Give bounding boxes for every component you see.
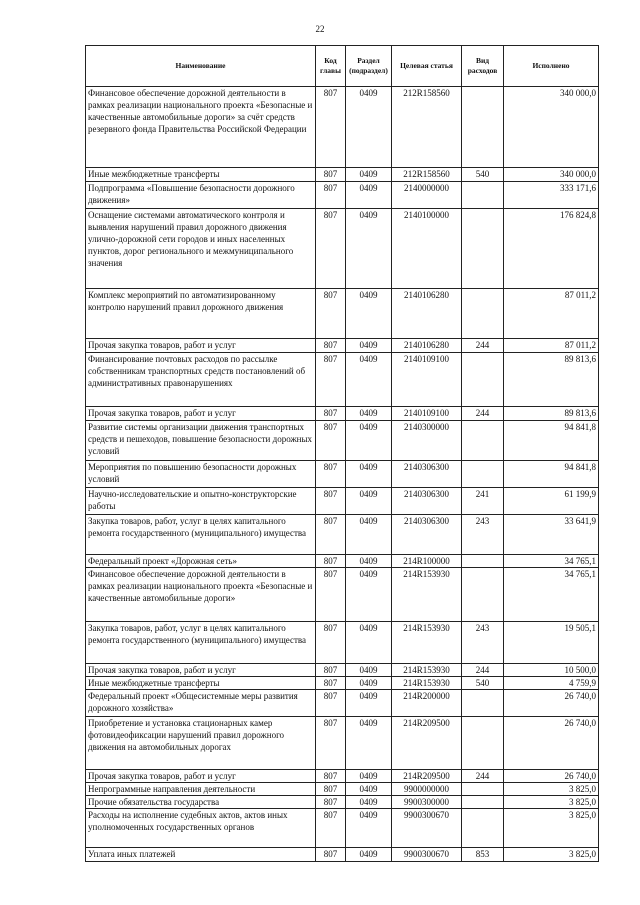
cell-expense xyxy=(462,809,504,848)
table-row xyxy=(86,182,599,209)
cell-article: 214R200000 xyxy=(392,690,462,717)
cell-section: 0409 xyxy=(346,488,392,515)
cell-amount: 333 171,6 xyxy=(504,182,599,209)
cell-name: Прочая закупка товаров, работ и услуг xyxy=(86,770,316,783)
cell-amount: 340 000,0 xyxy=(504,87,599,168)
cell-name: Научно-исследовательские и опытно-конструкторские работы xyxy=(86,488,316,515)
cell-chapter: 807 xyxy=(316,568,346,622)
cell-amount: 89 813,6 xyxy=(504,407,599,421)
table-row xyxy=(86,568,599,622)
page-number: 22 xyxy=(315,24,325,34)
cell-article: 2140306300 xyxy=(392,488,462,515)
cell-section: 0409 xyxy=(346,677,392,690)
cell-expense xyxy=(462,717,504,770)
cell-amount: 26 740,0 xyxy=(504,770,599,783)
cell-section: 0409 xyxy=(346,568,392,622)
cell-section: 0409 xyxy=(346,690,392,717)
cell-chapter: 807 xyxy=(316,289,346,339)
cell-article: 214R153930 xyxy=(392,664,462,677)
cell-amount: 89 813,6 xyxy=(504,353,599,407)
cell-article: 2140306300 xyxy=(392,515,462,555)
cell-amount: 340 000,0 xyxy=(504,168,599,182)
cell-amount: 61 199,9 xyxy=(504,488,599,515)
cell-section: 0409 xyxy=(346,461,392,488)
table-row xyxy=(86,622,599,664)
cell-chapter: 807 xyxy=(316,87,346,168)
table-row xyxy=(86,353,599,407)
cell-section: 0409 xyxy=(346,796,392,809)
table-row xyxy=(86,677,599,690)
cell-expense: 244 xyxy=(462,339,504,353)
table-row xyxy=(86,783,599,796)
cell-name: Уплата иных платежей xyxy=(86,848,316,862)
cell-name: Закупка товаров, работ, услуг в целях капитального ремонта государственного (муниципального) имущества xyxy=(86,622,316,664)
cell-article: 2140300000 xyxy=(392,421,462,461)
cell-expense xyxy=(462,182,504,209)
header-expense: Вид расходов xyxy=(462,46,504,87)
table-row xyxy=(86,168,599,182)
cell-amount: 94 841,8 xyxy=(504,421,599,461)
cell-expense: 853 xyxy=(462,848,504,862)
cell-name: Закупка товаров, работ, услуг в целях капитального ремонта государственного (муниципального) имущества xyxy=(86,515,316,555)
cell-amount: 33 641,9 xyxy=(504,515,599,555)
cell-expense xyxy=(462,783,504,796)
cell-section: 0409 xyxy=(346,515,392,555)
table-row xyxy=(86,770,599,783)
cell-expense: 244 xyxy=(462,664,504,677)
table-row xyxy=(86,339,599,353)
cell-article: 9900300670 xyxy=(392,848,462,862)
cell-section: 0409 xyxy=(346,339,392,353)
cell-amount: 34 765,1 xyxy=(504,555,599,568)
cell-section: 0409 xyxy=(346,289,392,339)
cell-expense xyxy=(462,421,504,461)
cell-article: 2140109100 xyxy=(392,407,462,421)
cell-expense: 243 xyxy=(462,515,504,555)
cell-article: 214R153930 xyxy=(392,568,462,622)
cell-section: 0409 xyxy=(346,182,392,209)
cell-article: 2140109100 xyxy=(392,353,462,407)
table-row xyxy=(86,555,599,568)
budget-table xyxy=(85,45,599,862)
cell-chapter: 807 xyxy=(316,783,346,796)
cell-amount: 3 825,0 xyxy=(504,796,599,809)
cell-expense: 540 xyxy=(462,168,504,182)
cell-article: 9900300670 xyxy=(392,809,462,848)
cell-name: Федеральный проект «Дорожная сеть» xyxy=(86,555,316,568)
cell-chapter: 807 xyxy=(316,690,346,717)
cell-name: Прочая закупка товаров, работ и услуг xyxy=(86,339,316,353)
table-row xyxy=(86,461,599,488)
cell-expense: 540 xyxy=(462,677,504,690)
header-section: Раздел (подраздел) xyxy=(346,46,392,87)
cell-expense xyxy=(462,568,504,622)
cell-article: 214R209500 xyxy=(392,717,462,770)
cell-chapter: 807 xyxy=(316,796,346,809)
cell-article: 214R100000 xyxy=(392,555,462,568)
cell-expense: 243 xyxy=(462,622,504,664)
cell-chapter: 807 xyxy=(316,555,346,568)
table-row xyxy=(86,809,599,848)
cell-amount: 94 841,8 xyxy=(504,461,599,488)
cell-chapter: 807 xyxy=(316,677,346,690)
cell-name: Федеральный проект «Общесистемные меры развития дорожного хозяйства» xyxy=(86,690,316,717)
cell-expense xyxy=(462,353,504,407)
cell-chapter: 807 xyxy=(316,407,346,421)
cell-expense: 241 xyxy=(462,488,504,515)
cell-section: 0409 xyxy=(346,168,392,182)
cell-amount: 26 740,0 xyxy=(504,717,599,770)
cell-expense xyxy=(462,87,504,168)
cell-amount: 10 500,0 xyxy=(504,664,599,677)
cell-chapter: 807 xyxy=(316,848,346,862)
cell-expense xyxy=(462,209,504,289)
cell-chapter: 807 xyxy=(316,622,346,664)
cell-name: Финансовое обеспечение дорожной деятельности в рамках реализации национального проекта «Безопасные и качественные автомобильные дороги» за счёт средств резервного фонда Правительства Российской Федерации xyxy=(86,87,316,168)
cell-chapter: 807 xyxy=(316,461,346,488)
cell-expense xyxy=(462,461,504,488)
cell-chapter: 807 xyxy=(316,664,346,677)
cell-article: 212R158560 xyxy=(392,87,462,168)
cell-name: Иные межбюджетные трансферты xyxy=(86,168,316,182)
cell-name: Прочие обязательства государства xyxy=(86,796,316,809)
cell-amount: 176 824,8 xyxy=(504,209,599,289)
cell-chapter: 807 xyxy=(316,353,346,407)
cell-amount: 3 825,0 xyxy=(504,848,599,862)
cell-article: 9900300000 xyxy=(392,796,462,809)
cell-name: Развитие системы организации движения транспортных средств и пешеходов, повышение безопасности дорожных условий xyxy=(86,421,316,461)
cell-section: 0409 xyxy=(346,407,392,421)
cell-name: Комплекс мероприятий по автоматизированному контролю нарушений правил дорожного движения xyxy=(86,289,316,339)
cell-article: 212R158560 xyxy=(392,168,462,182)
cell-name: Приобретение и установка стационарных камер фотовидеофиксации нарушений правил дорожного движения на автомобильных дорогах xyxy=(86,717,316,770)
cell-name: Подпрограмма «Повышение безопасности дорожного движения» xyxy=(86,182,316,209)
cell-amount: 87 011,2 xyxy=(504,289,599,339)
cell-section: 0409 xyxy=(346,809,392,848)
header-name: Наименование xyxy=(86,46,316,87)
cell-article: 214R153930 xyxy=(392,677,462,690)
cell-section: 0409 xyxy=(346,717,392,770)
cell-section: 0409 xyxy=(346,87,392,168)
cell-expense: 244 xyxy=(462,407,504,421)
cell-name: Прочая закупка товаров, работ и услуг xyxy=(86,664,316,677)
cell-name: Расходы на исполнение судебных актов, актов иных уполномоченных государственных органов xyxy=(86,809,316,848)
cell-section: 0409 xyxy=(346,783,392,796)
cell-name: Финансовое обеспечение дорожной деятельности в рамках реализации национального проекта «Безопасные и качественные автомобильные дороги» xyxy=(86,568,316,622)
cell-chapter: 807 xyxy=(316,488,346,515)
cell-amount: 26 740,0 xyxy=(504,690,599,717)
cell-section: 0409 xyxy=(346,555,392,568)
cell-amount: 3 825,0 xyxy=(504,783,599,796)
cell-amount: 87 011,2 xyxy=(504,339,599,353)
table-row xyxy=(86,515,599,555)
cell-chapter: 807 xyxy=(316,168,346,182)
cell-name: Иные межбюджетные трансферты xyxy=(86,677,316,690)
cell-chapter: 807 xyxy=(316,809,346,848)
table-row xyxy=(86,488,599,515)
cell-chapter: 807 xyxy=(316,515,346,555)
table-row xyxy=(86,209,599,289)
cell-chapter: 807 xyxy=(316,209,346,289)
cell-section: 0409 xyxy=(346,353,392,407)
cell-article: 2140000000 xyxy=(392,182,462,209)
cell-section: 0409 xyxy=(346,209,392,289)
cell-chapter: 807 xyxy=(316,770,346,783)
cell-article: 2140100000 xyxy=(392,209,462,289)
cell-section: 0409 xyxy=(346,622,392,664)
header-chapter: Код главы xyxy=(316,46,346,87)
table-row xyxy=(86,87,599,168)
table-row xyxy=(86,421,599,461)
cell-section: 0409 xyxy=(346,421,392,461)
cell-expense xyxy=(462,690,504,717)
cell-chapter: 807 xyxy=(316,421,346,461)
cell-section: 0409 xyxy=(346,848,392,862)
table-row xyxy=(86,796,599,809)
table-header-row xyxy=(86,46,599,87)
table-row xyxy=(86,690,599,717)
cell-chapter: 807 xyxy=(316,182,346,209)
cell-amount: 3 825,0 xyxy=(504,809,599,848)
cell-article: 214R209500 xyxy=(392,770,462,783)
cell-name: Финансирование почтовых расходов по рассылке собственникам транспортных средств постановлений об административных правонарушениях xyxy=(86,353,316,407)
cell-name: Прочая закупка товаров, работ и услуг xyxy=(86,407,316,421)
cell-article: 9900000000 xyxy=(392,783,462,796)
table-row xyxy=(86,717,599,770)
cell-chapter: 807 xyxy=(316,339,346,353)
cell-expense xyxy=(462,555,504,568)
cell-expense: 244 xyxy=(462,770,504,783)
cell-article: 2140106280 xyxy=(392,289,462,339)
cell-expense xyxy=(462,289,504,339)
header-amount: Исполнено xyxy=(504,46,599,87)
cell-amount: 19 505,1 xyxy=(504,622,599,664)
cell-article: 2140106280 xyxy=(392,339,462,353)
cell-chapter: 807 xyxy=(316,717,346,770)
header-article: Целевая статья xyxy=(392,46,462,87)
cell-section: 0409 xyxy=(346,770,392,783)
cell-article: 214R153930 xyxy=(392,622,462,664)
cell-amount: 4 759,9 xyxy=(504,677,599,690)
table-row xyxy=(86,848,599,862)
cell-name: Мероприятия по повышению безопасности дорожных условий xyxy=(86,461,316,488)
table-row xyxy=(86,407,599,421)
cell-name: Непрограммные направления деятельности xyxy=(86,783,316,796)
cell-amount: 34 765,1 xyxy=(504,568,599,622)
cell-expense xyxy=(462,796,504,809)
cell-name: Оснащение системами автоматического контроля и выявления нарушений правил дорожного движения улично-дорожной сети городов и иных населенных пунктов, дорог регионального и межмуниципального значения xyxy=(86,209,316,289)
cell-section: 0409 xyxy=(346,664,392,677)
cell-article: 2140306300 xyxy=(392,461,462,488)
table-row xyxy=(86,289,599,339)
table-row xyxy=(86,664,599,677)
